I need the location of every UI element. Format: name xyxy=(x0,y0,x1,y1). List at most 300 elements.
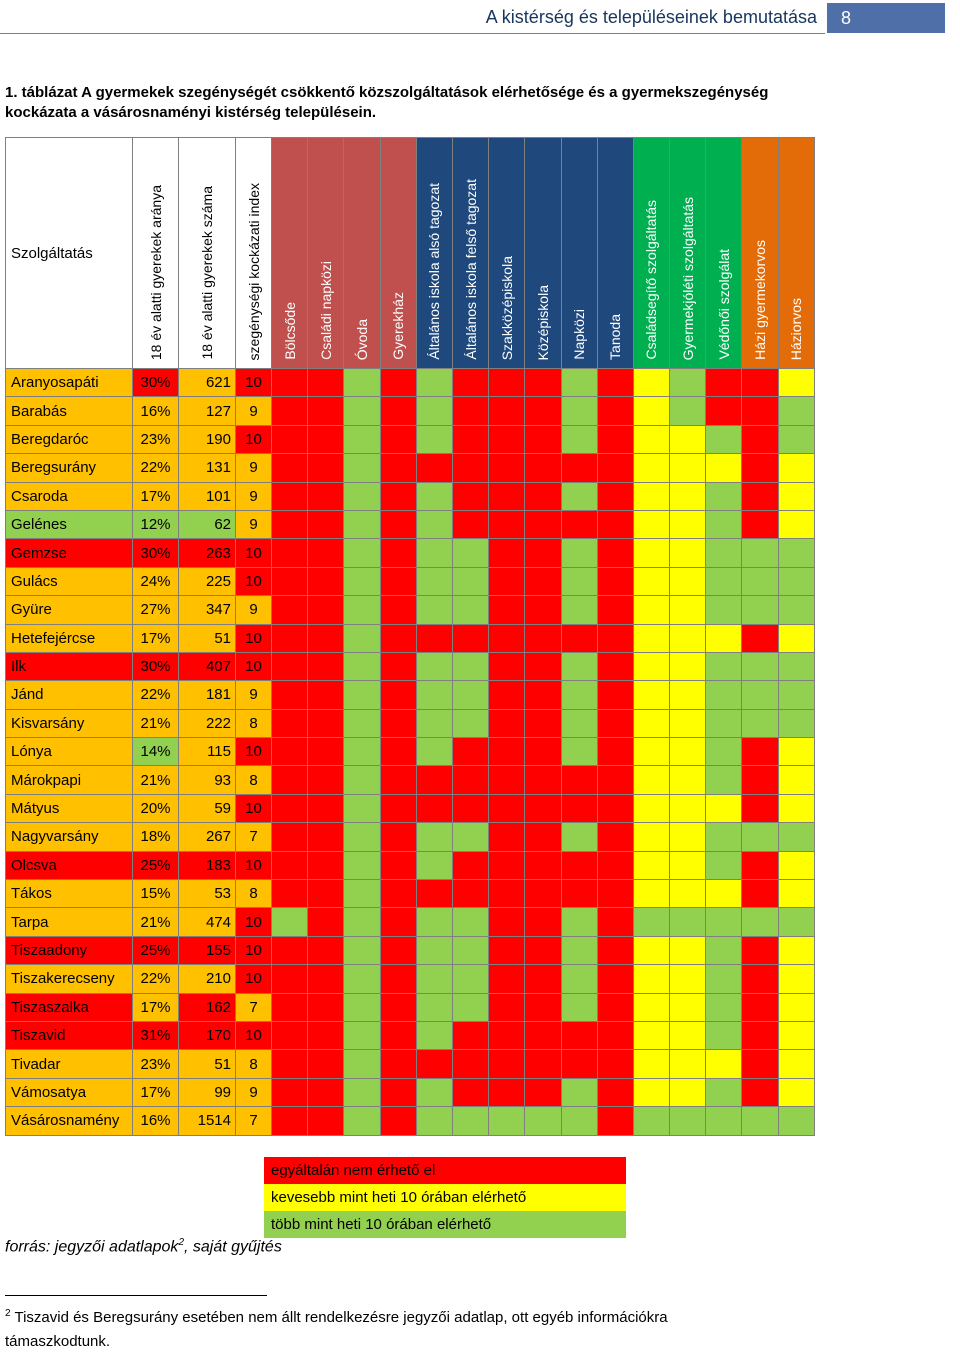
service-availability-cell xyxy=(525,454,561,482)
header-service-6 xyxy=(452,138,488,369)
service-availability-cell xyxy=(706,397,742,425)
service-availability-cell xyxy=(778,993,814,1021)
service-availability-cell xyxy=(706,965,742,993)
service-availability-cell xyxy=(489,709,525,737)
row-risk-index: 10 xyxy=(236,624,272,652)
service-availability-cell xyxy=(308,624,344,652)
service-availability-cell xyxy=(308,794,344,822)
table-row xyxy=(6,794,815,822)
service-availability-cell xyxy=(272,993,308,1021)
service-availability-cell xyxy=(742,369,778,397)
service-availability-cell xyxy=(489,1107,525,1135)
source-footnote-marker: 2 xyxy=(178,1237,184,1248)
row-risk-index: 10 xyxy=(236,425,272,453)
service-availability-cell xyxy=(597,596,633,624)
table-row xyxy=(6,397,815,425)
service-availability-cell xyxy=(308,738,344,766)
service-availability-cell xyxy=(380,1050,416,1078)
service-availability-cell xyxy=(633,567,669,595)
service-availability-cell xyxy=(452,1107,488,1135)
service-availability-cell xyxy=(272,596,308,624)
source-prefix: forrás: jegyzői adatlapok xyxy=(5,1238,179,1256)
service-availability-cell xyxy=(597,965,633,993)
row-settlement-name: Tákos xyxy=(6,880,133,908)
header-service-label: Tanoda xyxy=(607,314,624,360)
row-settlement-name: Nagyvarsány xyxy=(6,823,133,851)
service-availability-cell xyxy=(380,1078,416,1106)
service-availability-cell xyxy=(633,1050,669,1078)
service-availability-cell xyxy=(525,1021,561,1049)
service-availability-cell xyxy=(489,482,525,510)
row-settlement-name: Vásárosnamény xyxy=(6,1107,133,1135)
service-availability-cell xyxy=(308,993,344,1021)
footnote-rule xyxy=(5,1295,267,1296)
service-availability-cell xyxy=(597,1021,633,1049)
table-row xyxy=(6,1107,815,1135)
row-settlement-name: Tiszaszalka xyxy=(6,993,133,1021)
service-availability-cell xyxy=(272,539,308,567)
service-availability-cell xyxy=(452,624,488,652)
row-risk-index: 9 xyxy=(236,454,272,482)
row-risk-index: 7 xyxy=(236,823,272,851)
service-availability-cell xyxy=(561,766,597,794)
service-availability-cell xyxy=(742,397,778,425)
service-availability-cell xyxy=(633,766,669,794)
header-service: Szolgáltatás xyxy=(6,138,133,369)
service-availability-cell xyxy=(778,738,814,766)
table-row xyxy=(6,369,815,397)
service-availability-cell xyxy=(344,965,380,993)
table-body xyxy=(6,369,815,1136)
table-row xyxy=(6,993,815,1021)
row-child-rate: 22% xyxy=(133,965,179,993)
row-child-rate: 16% xyxy=(133,397,179,425)
service-availability-cell xyxy=(633,908,669,936)
service-availability-cell xyxy=(489,880,525,908)
legend-red: egyáltalán nem érhető el xyxy=(264,1157,626,1184)
service-availability-cell xyxy=(489,965,525,993)
row-settlement-name: Ilk xyxy=(6,652,133,680)
service-availability-cell xyxy=(489,851,525,879)
row-child-rate: 15% xyxy=(133,880,179,908)
service-availability-cell xyxy=(670,880,706,908)
header-service-label: Általános iskola felső tagozat xyxy=(462,179,479,360)
row-settlement-name: Tiszakerecseny xyxy=(6,965,133,993)
service-availability-cell xyxy=(308,766,344,794)
service-availability-cell xyxy=(452,1050,488,1078)
service-availability-cell xyxy=(742,965,778,993)
service-availability-cell xyxy=(344,738,380,766)
service-availability-cell xyxy=(778,908,814,936)
header-service-label: Szakközépiskola xyxy=(498,255,515,360)
service-availability-cell xyxy=(308,482,344,510)
header-service-label: Középiskola xyxy=(534,284,551,360)
header-service-label: Családi napközi xyxy=(317,261,334,360)
service-availability-cell xyxy=(416,652,452,680)
service-availability-cell xyxy=(344,425,380,453)
service-availability-cell xyxy=(489,936,525,964)
service-availability-cell xyxy=(670,823,706,851)
service-availability-cell xyxy=(778,965,814,993)
row-child-rate: 21% xyxy=(133,908,179,936)
row-child-count: 51 xyxy=(179,624,236,652)
service-availability-cell xyxy=(597,454,633,482)
service-availability-cell xyxy=(272,823,308,851)
service-availability-cell xyxy=(416,908,452,936)
service-availability-cell xyxy=(597,425,633,453)
service-availability-cell xyxy=(344,851,380,879)
service-availability-cell xyxy=(670,425,706,453)
service-availability-cell xyxy=(308,880,344,908)
service-availability-cell xyxy=(272,965,308,993)
service-availability-cell xyxy=(742,425,778,453)
service-availability-cell xyxy=(308,936,344,964)
service-availability-cell xyxy=(380,709,416,737)
row-child-rate: 22% xyxy=(133,454,179,482)
service-availability-cell xyxy=(778,766,814,794)
header-service-label: Háziorvos xyxy=(788,297,805,360)
service-availability-cell xyxy=(344,482,380,510)
service-availability-cell xyxy=(272,794,308,822)
service-availability-cell xyxy=(452,936,488,964)
service-availability-cell xyxy=(525,510,561,538)
row-settlement-name: Gemzse xyxy=(6,539,133,567)
table-row xyxy=(6,1078,815,1106)
source-suffix: , saját gyűjtés xyxy=(184,1238,282,1256)
service-availability-cell xyxy=(525,681,561,709)
service-availability-cell xyxy=(380,596,416,624)
service-availability-cell xyxy=(633,397,669,425)
service-availability-cell xyxy=(561,936,597,964)
service-availability-cell xyxy=(452,1078,488,1106)
service-availability-cell xyxy=(344,1078,380,1106)
service-availability-cell xyxy=(344,766,380,794)
service-availability-cell xyxy=(633,425,669,453)
row-child-count: 407 xyxy=(179,652,236,680)
service-availability-cell xyxy=(272,1107,308,1135)
service-availability-cell xyxy=(742,539,778,567)
row-settlement-name: Lónya xyxy=(6,738,133,766)
service-availability-cell xyxy=(633,510,669,538)
row-settlement-name: Csaroda xyxy=(6,482,133,510)
service-availability-cell xyxy=(670,1107,706,1135)
service-availability-cell xyxy=(525,652,561,680)
service-availability-cell xyxy=(380,766,416,794)
service-availability-cell xyxy=(597,652,633,680)
service-availability-cell xyxy=(525,880,561,908)
header-service-15 xyxy=(778,138,814,369)
service-availability-cell xyxy=(706,794,742,822)
table-row xyxy=(6,624,815,652)
row-child-rate: 30% xyxy=(133,539,179,567)
footnote-marker: 2 xyxy=(5,1308,11,1319)
service-availability-cell xyxy=(561,510,597,538)
table-row xyxy=(6,965,815,993)
service-availability-cell xyxy=(706,1050,742,1078)
service-availability-cell xyxy=(742,993,778,1021)
service-availability-cell xyxy=(489,794,525,822)
table-row xyxy=(6,482,815,510)
service-availability-cell xyxy=(272,851,308,879)
service-availability-cell xyxy=(272,1050,308,1078)
service-availability-cell xyxy=(778,539,814,567)
header-service-14 xyxy=(742,138,778,369)
service-availability-cell xyxy=(597,993,633,1021)
header-indicator-label: szegénységi kockázati index xyxy=(245,182,262,360)
row-risk-index: 8 xyxy=(236,880,272,908)
header-service-11 xyxy=(633,138,669,369)
row-settlement-name: Kisvarsány xyxy=(6,709,133,737)
service-availability-cell xyxy=(778,880,814,908)
service-availability-cell xyxy=(778,397,814,425)
service-availability-cell xyxy=(344,709,380,737)
service-availability-cell xyxy=(742,738,778,766)
service-availability-cell xyxy=(561,397,597,425)
service-availability-cell xyxy=(742,567,778,595)
service-availability-cell xyxy=(525,908,561,936)
row-child-count: 190 xyxy=(179,425,236,453)
service-availability-cell xyxy=(489,823,525,851)
table-row xyxy=(6,709,815,737)
service-availability-cell xyxy=(416,851,452,879)
service-availability-cell xyxy=(706,936,742,964)
service-availability-cell xyxy=(344,510,380,538)
row-child-count: 347 xyxy=(179,596,236,624)
service-availability-cell xyxy=(525,709,561,737)
service-availability-cell xyxy=(380,425,416,453)
row-child-count: 225 xyxy=(179,567,236,595)
service-availability-cell xyxy=(597,624,633,652)
service-availability-cell xyxy=(670,596,706,624)
service-availability-cell xyxy=(633,1107,669,1135)
service-availability-cell xyxy=(344,567,380,595)
row-child-count: 51 xyxy=(179,1050,236,1078)
service-availability-cell xyxy=(561,794,597,822)
service-availability-cell xyxy=(706,851,742,879)
service-availability-cell xyxy=(561,425,597,453)
row-risk-index: 9 xyxy=(236,1078,272,1106)
service-availability-cell xyxy=(670,851,706,879)
service-availability-cell xyxy=(380,624,416,652)
service-availability-cell xyxy=(778,681,814,709)
header-service-label: Bölcsőde xyxy=(281,302,298,360)
service-availability-cell xyxy=(633,681,669,709)
row-child-count: 155 xyxy=(179,936,236,964)
service-availability-cell xyxy=(633,880,669,908)
table-row xyxy=(6,936,815,964)
service-availability-cell xyxy=(706,652,742,680)
service-availability-cell xyxy=(633,709,669,737)
service-availability-cell xyxy=(525,766,561,794)
service-availability-cell xyxy=(380,681,416,709)
service-availability-cell xyxy=(670,908,706,936)
service-availability-cell xyxy=(344,1107,380,1135)
service-availability-cell xyxy=(561,1107,597,1135)
service-availability-cell xyxy=(706,596,742,624)
row-child-count: 59 xyxy=(179,794,236,822)
table-row xyxy=(6,851,815,879)
service-availability-cell xyxy=(597,397,633,425)
header-indicator-1 xyxy=(133,138,179,369)
row-settlement-name: Gelénes xyxy=(6,510,133,538)
service-availability-cell xyxy=(597,936,633,964)
service-availability-cell xyxy=(489,652,525,680)
service-availability-cell xyxy=(380,794,416,822)
row-risk-index: 10 xyxy=(236,936,272,964)
service-availability-cell xyxy=(452,596,488,624)
service-availability-cell xyxy=(561,908,597,936)
service-availability-cell xyxy=(670,397,706,425)
row-risk-index: 9 xyxy=(236,681,272,709)
row-settlement-name: Tarpa xyxy=(6,908,133,936)
service-availability-cell xyxy=(416,425,452,453)
service-availability-cell xyxy=(452,454,488,482)
service-availability-cell xyxy=(778,425,814,453)
service-availability-cell xyxy=(778,369,814,397)
row-child-count: 621 xyxy=(179,369,236,397)
service-availability-cell xyxy=(489,738,525,766)
row-child-count: 127 xyxy=(179,397,236,425)
service-availability-cell xyxy=(706,539,742,567)
service-availability-cell xyxy=(344,596,380,624)
service-availability-cell xyxy=(416,823,452,851)
footnote-text: Tiszavid és Beregsurány esetében nem állt rendelkezésre jegyzői adatlap, ott egyéb információkra támaszkodtunk. xyxy=(5,1309,668,1350)
header-indicator-label: 18 év alatti gyerekek aránya xyxy=(147,184,164,360)
row-child-count: 93 xyxy=(179,766,236,794)
service-availability-cell xyxy=(380,880,416,908)
service-availability-cell xyxy=(742,880,778,908)
service-availability-cell xyxy=(308,1078,344,1106)
legend xyxy=(264,1157,626,1238)
service-availability-cell xyxy=(416,369,452,397)
service-availability-cell xyxy=(633,1078,669,1106)
service-availability-cell xyxy=(742,709,778,737)
table-row xyxy=(6,1021,815,1049)
header-service-4 xyxy=(380,138,416,369)
legend-green: több mint heti 10 órában elérhető xyxy=(264,1211,626,1238)
table-row xyxy=(6,681,815,709)
service-availability-cell xyxy=(706,738,742,766)
service-availability-cell xyxy=(670,624,706,652)
service-availability-cell xyxy=(706,823,742,851)
service-availability-cell xyxy=(633,823,669,851)
table-row xyxy=(6,823,815,851)
service-availability-cell xyxy=(416,567,452,595)
service-availability-cell xyxy=(416,624,452,652)
table-row xyxy=(6,652,815,680)
row-child-count: 131 xyxy=(179,454,236,482)
service-availability-cell xyxy=(742,1078,778,1106)
service-availability-cell xyxy=(633,965,669,993)
service-availability-cell xyxy=(416,766,452,794)
service-availability-cell xyxy=(272,880,308,908)
service-availability-cell xyxy=(380,454,416,482)
service-availability-cell xyxy=(742,1107,778,1135)
row-settlement-name: Tiszaadony xyxy=(6,936,133,964)
row-risk-index: 9 xyxy=(236,397,272,425)
service-availability-cell xyxy=(670,794,706,822)
service-availability-cell xyxy=(597,510,633,538)
row-settlement-name: Gyüre xyxy=(6,596,133,624)
service-availability-cell xyxy=(272,766,308,794)
service-availability-cell xyxy=(525,1078,561,1106)
row-child-rate: 14% xyxy=(133,738,179,766)
service-availability-cell xyxy=(380,369,416,397)
service-availability-cell xyxy=(670,539,706,567)
service-availability-cell xyxy=(272,738,308,766)
service-availability-cell xyxy=(742,596,778,624)
service-availability-cell xyxy=(742,1050,778,1078)
service-availability-cell xyxy=(742,681,778,709)
service-availability-cell xyxy=(272,482,308,510)
service-availability-cell xyxy=(633,454,669,482)
service-availability-cell xyxy=(452,738,488,766)
service-availability-cell xyxy=(670,369,706,397)
header-service-8 xyxy=(525,138,561,369)
running-header xyxy=(0,0,960,40)
service-availability-cell xyxy=(380,993,416,1021)
service-availability-cell xyxy=(597,794,633,822)
row-child-rate: 17% xyxy=(133,1078,179,1106)
service-availability-cell xyxy=(308,1021,344,1049)
service-availability-cell xyxy=(706,1021,742,1049)
row-risk-index: 8 xyxy=(236,1050,272,1078)
row-child-rate: 22% xyxy=(133,681,179,709)
service-availability-cell xyxy=(778,596,814,624)
service-availability-cell xyxy=(452,482,488,510)
service-availability-cell xyxy=(633,596,669,624)
service-availability-cell xyxy=(452,823,488,851)
service-availability-cell xyxy=(452,965,488,993)
service-availability-cell xyxy=(452,851,488,879)
service-availability-cell xyxy=(597,766,633,794)
service-availability-cell xyxy=(778,851,814,879)
service-availability-cell xyxy=(452,369,488,397)
header-indicator-2 xyxy=(179,138,236,369)
row-risk-index: 10 xyxy=(236,738,272,766)
row-settlement-name: Tiszavid xyxy=(6,1021,133,1049)
service-availability-cell xyxy=(344,823,380,851)
service-availability-cell xyxy=(706,510,742,538)
service-availability-cell xyxy=(452,709,488,737)
service-availability-cell xyxy=(778,1050,814,1078)
service-availability-cell xyxy=(742,482,778,510)
service-availability-cell xyxy=(489,397,525,425)
row-risk-index: 10 xyxy=(236,539,272,567)
service-availability-cell xyxy=(272,709,308,737)
service-availability-cell xyxy=(778,1021,814,1049)
row-risk-index: 9 xyxy=(236,482,272,510)
service-availability-cell xyxy=(706,1107,742,1135)
service-availability-cell xyxy=(452,766,488,794)
service-availability-cell xyxy=(670,510,706,538)
row-child-rate: 24% xyxy=(133,567,179,595)
header-title: A kistérség és településeinek bemutatása xyxy=(485,7,817,27)
service-availability-cell xyxy=(597,908,633,936)
table-row xyxy=(6,738,815,766)
row-child-rate: 17% xyxy=(133,624,179,652)
service-availability-cell xyxy=(597,1050,633,1078)
service-availability-cell xyxy=(597,482,633,510)
row-child-count: 181 xyxy=(179,681,236,709)
service-availability-cell xyxy=(272,425,308,453)
service-availability-cell xyxy=(742,794,778,822)
service-availability-cell xyxy=(670,454,706,482)
row-child-rate: 17% xyxy=(133,993,179,1021)
service-availability-cell xyxy=(742,1021,778,1049)
row-risk-index: 10 xyxy=(236,652,272,680)
service-availability-cell xyxy=(308,510,344,538)
